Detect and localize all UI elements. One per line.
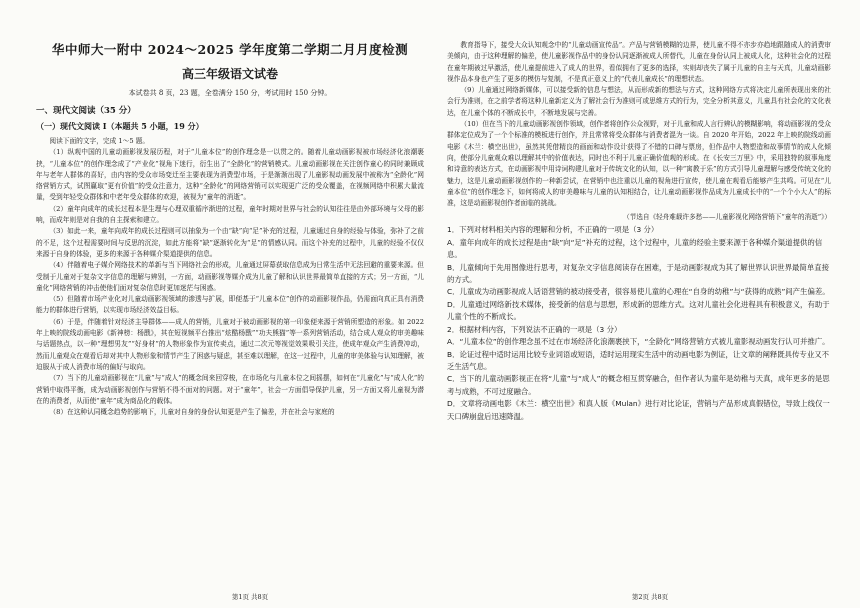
- source-citation: （节选自《轻舟难载许多愁——儿童影视化网络营销下“童年的消逝”》）: [623, 213, 831, 222]
- question-1-option-a: A．童年向成年的成长过程是由“缺”向“足”补充的过程，这个过程中，儿童的经验主要来源于各种媒介渠道提供的信息。: [447, 237, 823, 260]
- section-title: 一、现代文阅读（35 分）: [36, 106, 136, 116]
- question-1-stem: 1．下列对材料相关内容的理解和分析，不正确的一项是（3 分）: [447, 225, 659, 235]
- paragraph: （2）童年向成年的成长过程本是生理与心理双重循序渐进的过程，童年时期对世界与社会的认知往往是由外部环境与父母的影响，而成年则是对自我的自主探索和建立。: [36, 204, 424, 225]
- question-2-option-a: A．“儿童本位”的创作理念虽不过在市场经济化浪潮裹挟下，“全龄化”网络营销方式被儿童影视动画发行认可并推广。: [447, 337, 830, 347]
- question-1-option-d: D．儿童通过网络新技术媒体，接受新的信息与思想，形成新的思维方式。这对儿童社会化进程具有积极意义，有助于儿童个性的不断成长。: [447, 299, 830, 322]
- page-left: [36, 40, 424, 585]
- question-1-option-b: B．儿童倾向于先用图像进行思考，对复杂文字信息阅读存在困难，于是动画影视成为其了解世界认识世界最简单直接的方式。: [447, 262, 829, 285]
- page-number-left: 第1页 共8页: [231, 593, 269, 601]
- paragraph: （10）但在当下的儿童动画影视创作领域，创作者将创作公众视野，对于儿童和成人言行辨认的模糊影响，将动画影视的受众群体定位成为了一个个标准的模板进行创作，并且常常将受众群体与消费者混为一谈。自 2020 年开始，2022 年上映的院线动画电影《木兰：横空出世》，虽然其凭借精良的画面和动作设计获得了不错的口碑与票房，但作品中人物塑造和故事情节的成人化倾向，使部分儿童观众难以理解其中的价值表达，同时也不利于儿童正确价值观的形成。在《长安三万里》中，采用独特的叙事角度和诗意的表达方式，在动画影视中用诗词构建儿童对于传统文化的认知，以一种“寓教于乐”的方式引导儿童理解与感受传统文化的魅力，这是儿童动画影视创作的一种新尝试，在营销中也注重以儿童的视角进行宣传，使儿童在观看后能够产生共鸣。可见在“儿童本位”的创作理念下，如何将成人的审美趣味与儿童的认知相结合，让儿童动画影视作品成为儿童成长中的“一个个小大人”的标准，这是动画影视创作者面临的挑战。: [447, 120, 831, 208]
- paragraph: （5）但随着市场产业化对儿童动画影视领域的渗透与扩展，即便基于“儿童本位”创作的动画影视作品，仍需面向真正具有消费能力的群体进行营销，以实现市场经济效益目标。: [36, 295, 424, 315]
- exam-title: 华中师大一附中 2024～2025 学年度第二学期二月月度检测: [51, 42, 409, 57]
- paragraph: （6）于是，伴随着针对经济主导群体——成人的营销，儿童对于被动画影视的第一印象便来源于营销所塑造的形象。如 2022 年上映的院线动画电影《新神榜：杨戬》，其在短视频平台推出“炫酷杨戬”“功夫熊猫”等一系列营销活动，结合成人观众的审美趣味与话题热点，以一种“理想男友”“好身材”的人物形象作为宣传卖点，通过二次元等视觉效果吸引关注，使成年观众产生消费冲动，然而儿童观众在观看后却对其中人物形象和情节产生了困惑与疑虑，甚至难以理解，在这一过程中，儿童的审美体验与认知理解，被迫服从于成人消费市场的偏好与取向。: [36, 317, 424, 371]
- question-2-stem: 2．根据材料内容，下列说法不正确的一项是（3 分）: [447, 324, 622, 334]
- paragraph: 教育指导下，接受大众认知观念中的“儿童动画宣传品”。产品与营销模糊的边界，使儿童不得不亦步亦趋地跟随成人的消费审美倾向，由于这种理解的偏差，使儿童影视作品中的身份认同逐渐被成人所替代，儿童在身份认同上被成人化，这种社会化的过程在童年期被过早激活，使儿童提前进入了成人的世界，看似拥有了更多的选择，实则却丧失了属于儿童的自主与天真，儿童动画影视作品本身也产生了更多的模仿与复制，不是真正意义上的“代表儿童成长”的理想状态。: [447, 41, 831, 83]
- page-number-right: 第2页 共8页: [631, 593, 669, 601]
- question-2-option-d: D．文章将动画电影《木兰：横空出世》和真人版《Mulan》进行对比论证，营销与产品形成真假错位，导致上线仅一天口碑崩盘后迅速降温。: [447, 399, 830, 421]
- paragraph: （8）在这种认同概念趋势的影响下，儿童对自身的身份认知更是产生了偏差，并在社会与家庭的: [49, 408, 335, 417]
- paragraph: （9）儿童通过网络新媒体，可以接受新的信息与想法，从而形成新的想法与方式，这种网络方式将决定儿童所表现出来的社会行为准则，在之前学者将这种儿童新定义为了解社会行为准则可或思维方式的行为，完全分析其意义，儿童具有社会化的文化表达，在儿童个体的不断成长中，不断地发展与完善。: [447, 86, 831, 117]
- exam-subtitle: 高三年级语文试卷: [181, 67, 278, 81]
- page-right: [447, 40, 831, 585]
- paragraph: （4）伴随着电子媒介网络技术的革新与当下网络社会的形成，儿童通过屏幕获取信息成为日常生活中无法回避的重要来源。但受制于儿童对于复杂文字信息的理解与辨别，一方面，动画影视等媒介成为儿童了解和认识世界最简单直接的方式；另一方面，“儿童化”网络营销的冲击使他们面对复杂信息时更加迷茫与困惑。: [36, 261, 424, 292]
- paragraph: （7）当下的儿童动画影视在“儿童”与“成人”的概念间来回穿梭，在市场化与儿童本位之间摇摆，如何在“儿童化”与“成人化”的营销中取得平衡，成为动画影视创作与营销不得不面对的问题。对于“童年”，社会一方面倡导保护儿童，另一方面又将儿童视为潜在的消费者，从而使“童年”成为商品化的载体。: [36, 374, 424, 405]
- reading-intro: 阅读下面的文字，完成 1～5 题。: [49, 137, 150, 145]
- question-2-option-b: B．论证过程中适时运用比较专业词语或短语，适时运用现实生活中的动画电影为例证，让文章的阐释既具传专业又不乏生活气息。: [447, 349, 829, 371]
- subsection-title: （一）现代文阅读 Ⅰ（本题共 5 小题，19 分）: [36, 121, 204, 131]
- question-2-option-c: C．当下的儿童动画影视正在将“儿童”与“成人”的概念相互贯穿融合，但作者认为童年是幼稚与天真，成年更多的是思考与成熟，不可过度融合。: [447, 374, 830, 396]
- exam-info: 本试卷共 8 页，23 题，全卷满分 150 分，考试用时 150 分钟。: [128, 89, 332, 97]
- paragraph: （1）纵观中国的儿童动画影视发展历程，对于“儿童本位”的创作理念是一以贯之的。随着儿童动画影视被市场经济化浪潮裹挟，“儿童本位”的创作理念成了“产业化”视角下迷行，衍生出了“全龄化”的营销模式。儿童动画影视在关注创作童心的同时兼顾成年与老年人群体的喜好，由内容的受众市场变迁至主要表现为消费型市场，于是渐渐出现了儿童影视动画发展中被称为“全龄化”网络营销方式，试图赢取“更有价值”的受众注意力，这种“全龄化”的网络营销可以实现更广泛的受众覆盖，在视频网络中积累大量流量，受到年轻受众群体和中老年受众群体的欢迎，被视为“童年的消逝”。: [36, 148, 424, 202]
- question-1-option-c: C．儿童成为动画影视成人话语营销的被动接受者，很容易使儿童的心理在“自身的幼稚”与“获得的成熟”间产生偏差。: [447, 287, 830, 297]
- paragraph: （3）如此一来，童年向成年的成长过程则可以抽象为一个由“缺”向“足”补充的过程，儿童通过自身的经验与体验，弥补了之前的不足，这个过程需要时间与反思的沉淀，如此方能将“缺”逐渐转化为“足”的情感认同。而这个补充的过程中，儿童的经验不仅仅来源于自身的体验，更多的来源于各种媒介渠道提供的信息。: [36, 227, 424, 258]
